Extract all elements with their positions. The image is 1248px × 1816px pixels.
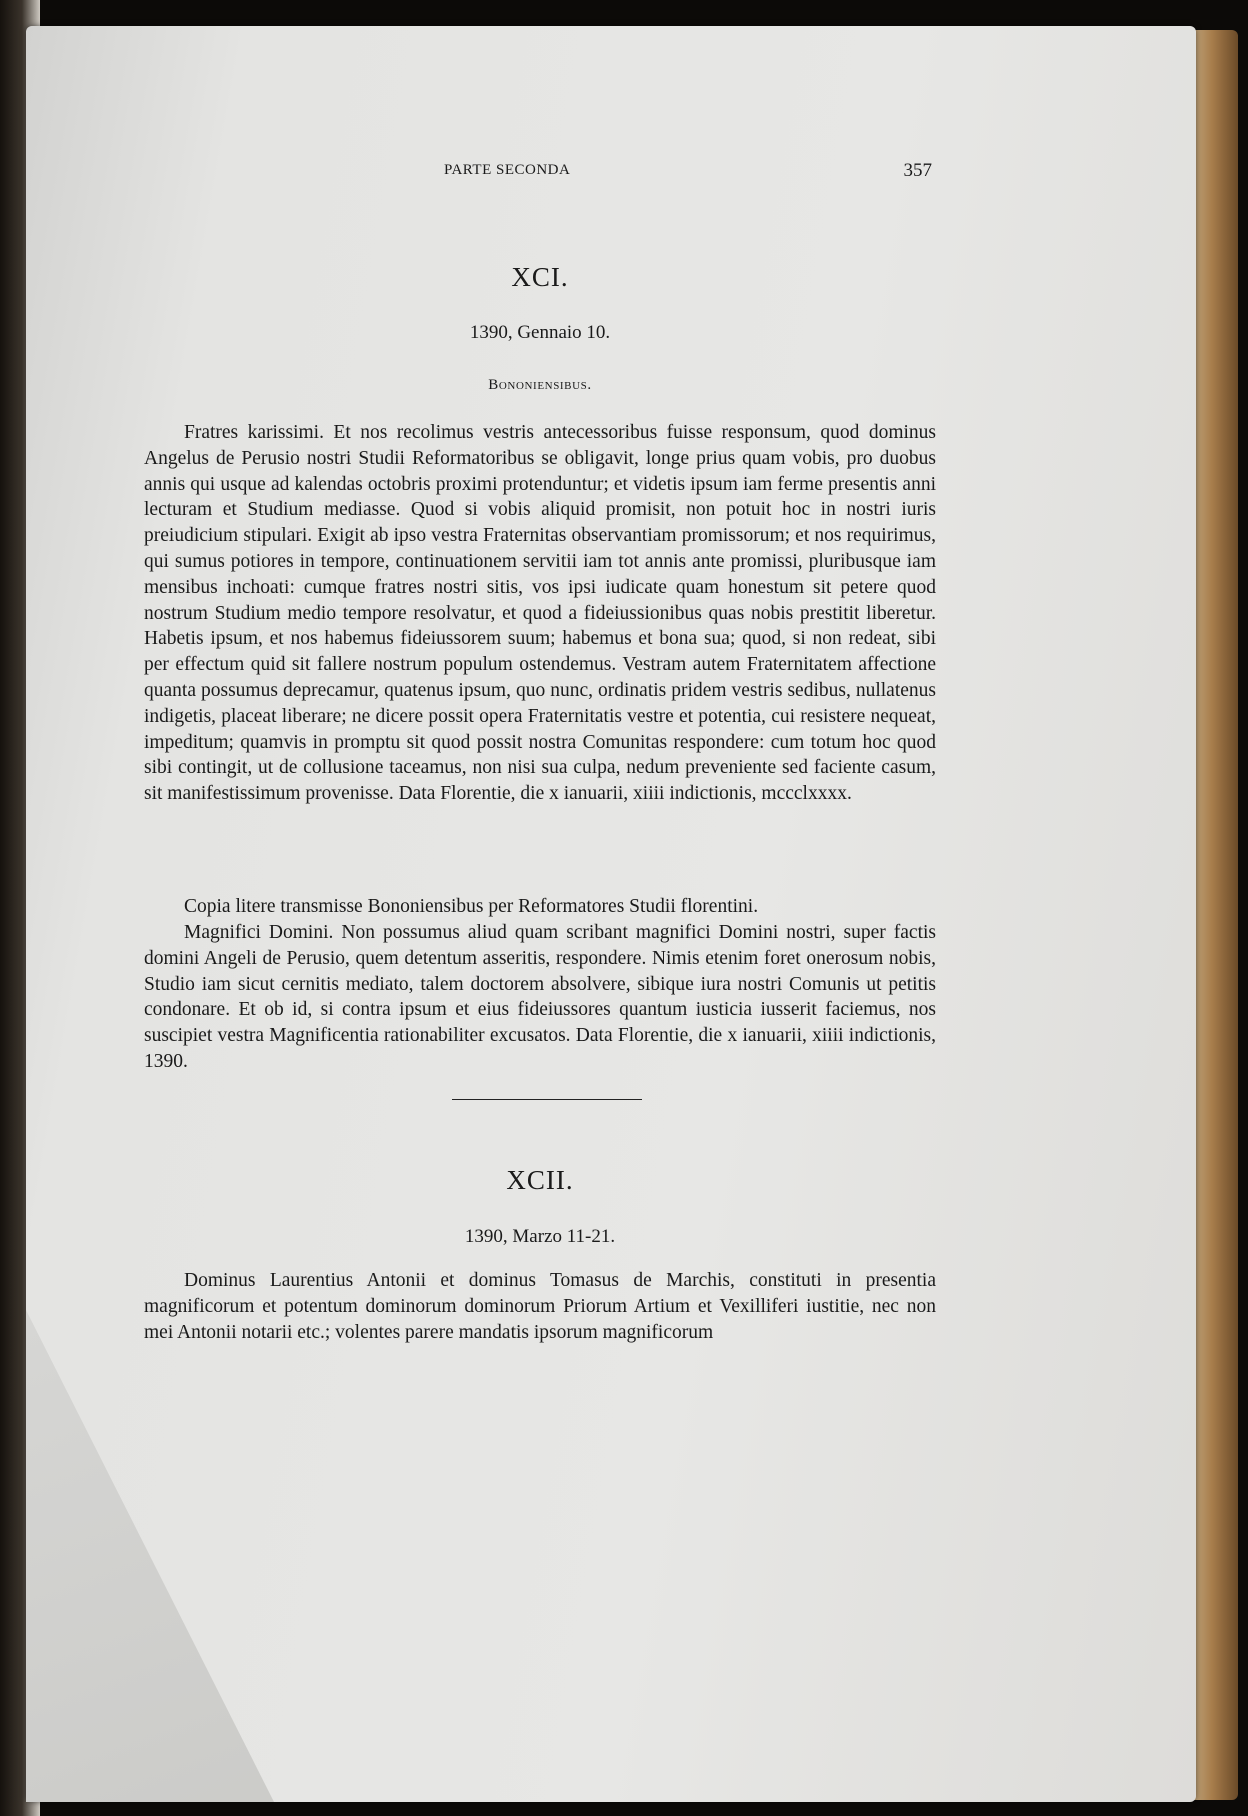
copy-heading: Copia litere transmisse Bononiensibus per Reformatores Studii florentini. (184, 896, 759, 917)
document-number: XCI. (511, 262, 569, 292)
section-divider (452, 1099, 642, 1100)
letter-text: Fratres karissimi. Et nos recolimus vestris antecessoribus fuisse responsum, quod dominus Angelus de Perusio nostri Studii Reformatoribus se obligavit, longe prius quam vobis, pro duobus annis qui usque ad kalendas octobris proximi protenduntur; et videtis ipsum iam ferme presentis anni lecturam et Studium mediasse. Quod si vobis aliquid promisit, non potuit hoc in nostri iuris preiudicium stipulari. Exigit ab ipso vestra Fraternitas observantiam promissorum; et nos requirimus, qui sumus potiores in tempore, continuationem servitii iam tot annis ante promissi, pluribusque iam mensibus inchoati: cumque fratres nostri sitis, vos ipsi iudicate quam honestum sit petere quod nostrum Studium medio tempore resolvatur, et quod a fideiussionibus quas nobis prestitit liberetur. Habetis ipsum, et nos habemus fideiussorem suum; habemus et bona sua; quod, si non redeat, sibi per effectum quid sit fallere nostrum populum ostendemus. Vestram autem Fraternitatem affectione quanta possumus deprecamur, quatenus ipsum, quo nunc, ordinatis pridem vestris sedibus, nullatenus indigetis, placeat liberare; ne dicere possit opera Fraternitatis vestre et potentia, cui resistere nequeat, impeditum; quamvis in promptu sit quod possit nostra Comunitas respondere: cum totum hoc quod sibi contingit, ut de collusione taceamus, non nisi sua culpa, nedum preveniente sed faciente casum, sit manifestissimum provenisse. Data Florentie, die x ianuarii, xiiii indictionis, mccclxxxx. (144, 422, 936, 805)
document-text-2: Dominus Laurentius Antonii et dominus Tomasus de Marchis, constituti in presentia magnificorum et potentum dominorum dominorum Priorum Artium et Vexilliferi iustitie, nec non mei Antonii notarii etc.; volentes parere mandatis ipsorum magnificorum (144, 1270, 936, 1343)
document-number-2: XCII. (506, 1165, 574, 1195)
document-date: 1390, Gennaio 10. (469, 322, 611, 343)
running-head: PARTE SECONDA (444, 162, 571, 178)
addressee: Bononiensibus. (488, 377, 592, 393)
copy-letter-text: Magnifici Domini. Non possumus aliud quam scribant magnifici Domini nostri, super factis domini Angeli de Perusio, quem detentum asseritis, respondere. Nimis etenim foret onerosum nobis, Studio iam sicut cernitis mediato, talem doctorem absolvere, sibique iura nostri Comunis ut petitis condonare. Et ob id, si contra ipsum et eius fideiussores quantum iusticia iusserit faciemus, nos suscipiet vestra Magnificentia rationabiliter excusatos. Data Florentie, die x ianuarii, xiiii indictionis, 1390. (144, 922, 936, 1072)
document-date-2: 1390, Marzo 11-21. (464, 1226, 616, 1247)
page-header (144, 162, 936, 188)
page-number: 357 (903, 160, 932, 181)
